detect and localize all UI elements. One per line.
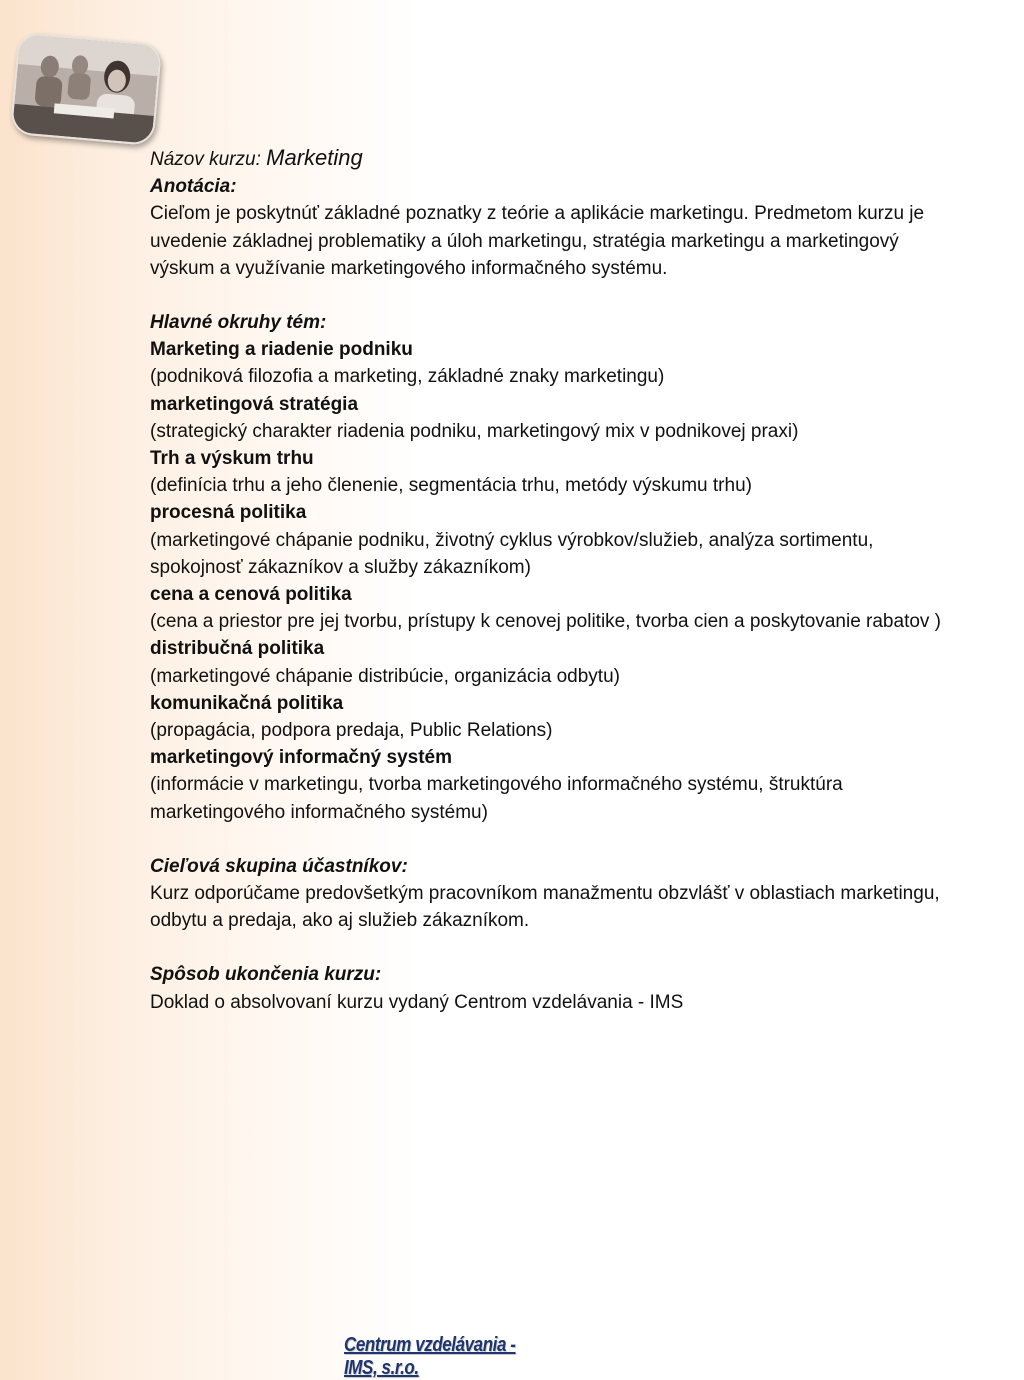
- topic-desc: (marketingové chápanie distribúcie, organizácia odbytu): [150, 665, 620, 687]
- topic-title: distribučná politika: [150, 638, 325, 660]
- topic-desc: (informácie v marketingu, tvorba marketingového informačného systému, štruktúra marketingového informačného systému): [150, 774, 843, 823]
- topic-desc: (marketingové chápanie podniku, životný cyklus výrobkov/služieb, analýza sortimentu, spokojnosť zákazníkov a služby zákazníkom): [150, 529, 874, 578]
- annotation-heading: Anotácia:: [150, 176, 237, 198]
- students-photo: [10, 32, 162, 146]
- topic-title: komunikačná politika: [150, 692, 344, 714]
- topic-title: Marketing a riadenie podniku: [150, 339, 413, 361]
- topic-title: marketingová stratégia: [150, 393, 359, 415]
- topic-desc: (cena a priestor pre jej tvorbu, prístupy k cenovej politike, tvorba cien a poskytovanie rabatov ): [150, 611, 942, 633]
- topic-desc: (strategický charakter riadenia podniku, marketingový mix v podnikovej praxi): [150, 420, 799, 442]
- target-group-heading: Cieľová skupina účastníkov:: [150, 855, 408, 877]
- topic-desc: (podniková filozofia a marketing, základné znaky marketingu): [150, 366, 665, 388]
- students-photo-icon: [12, 34, 160, 144]
- topic-title: Trh a výskum trhu: [150, 448, 314, 470]
- course-title-row: [150, 144, 960, 173]
- target-group-text: Kurz odporúčame predovšetkým pracovníkom manažmentu obzvlášť v oblastiach marketingu, odbytu a predaja, ako aj služieb zákazníkom.: [150, 883, 940, 932]
- footer-logo: Centrum vzdelávania - IMS, s.r.o.: [344, 1334, 516, 1379]
- topics-heading: Hlavné okruhy tém:: [150, 312, 327, 334]
- topic-desc: (propagácia, podpora predaja, Public Relations): [150, 720, 553, 742]
- course-name: Marketing: [266, 145, 363, 170]
- course-label: Názov kurzu:: [150, 149, 261, 170]
- completion-heading: Spôsob ukončenia kurzu:: [150, 964, 382, 986]
- annotation-text: Cieľom je poskytnúť základné poznatky z teórie a aplikácie marketingu. Predmetom kurzu je uvedenie základnej problematiky a úloh marketingu, stratégia marketingu a marketingový výskum a využívanie marketingového informačného systému.: [150, 203, 925, 279]
- topic-title: marketingový informačný systém: [150, 747, 453, 769]
- topic-title: procesná politika: [150, 502, 307, 524]
- topic-desc: (definícia trhu a jeho členenie, segmentácia trhu, metódy výskumu trhu): [150, 475, 752, 497]
- completion-text: Doklad o absolvovaní kurzu vydaný Centrom vzdelávania - IMS: [150, 991, 684, 1013]
- topic-title: cena a cenová politika: [150, 584, 352, 606]
- course-description: [150, 144, 960, 1016]
